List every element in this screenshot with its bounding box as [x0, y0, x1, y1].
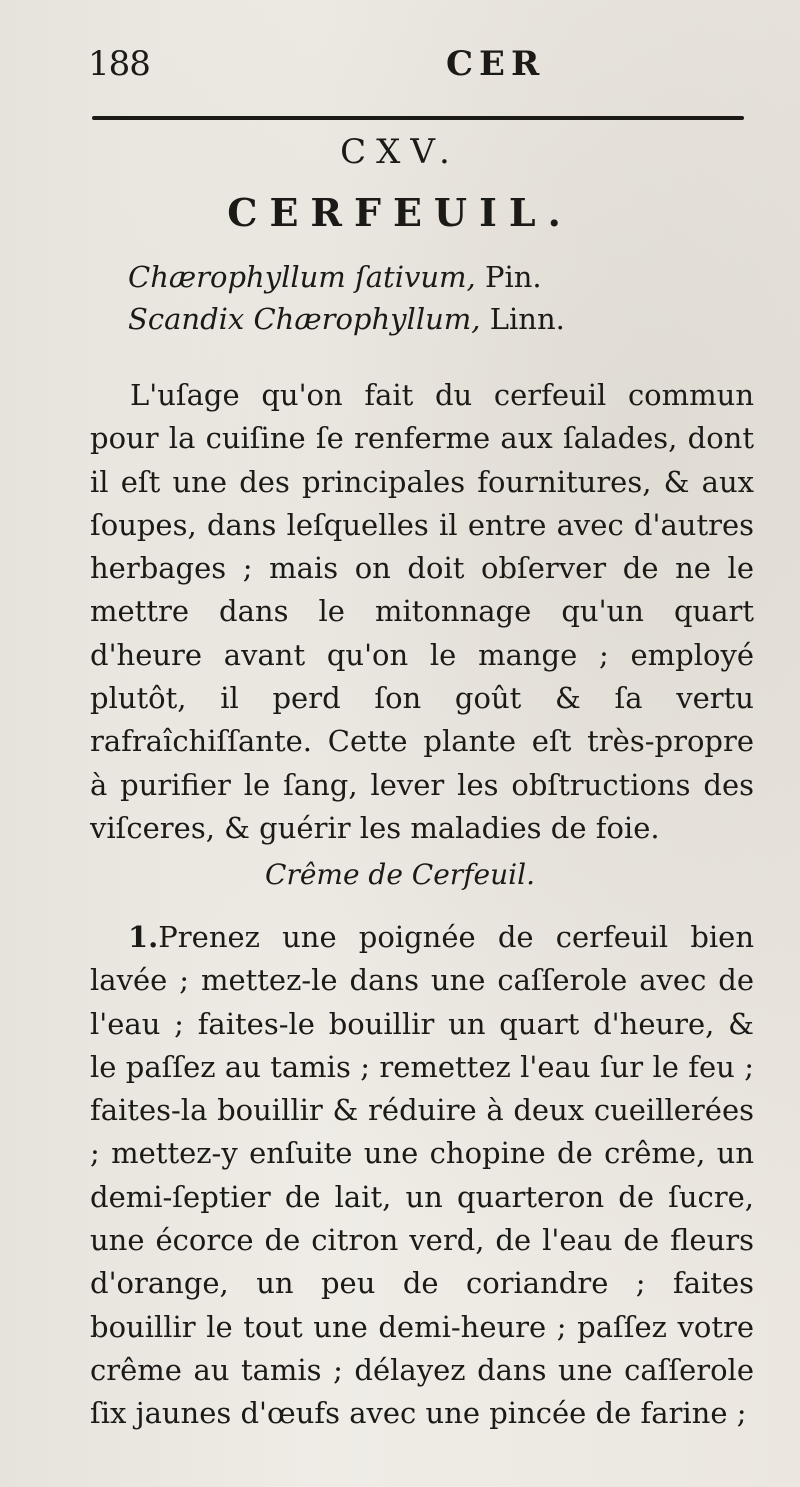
- chapter-number: CXV.: [340, 132, 460, 172]
- synonym-author: Linn.: [489, 302, 565, 336]
- synonym-line: [128, 298, 748, 340]
- page-number: 188: [88, 44, 150, 84]
- running-head: CER: [446, 44, 546, 84]
- synonym-name: Scandix Chærophyllum,: [128, 302, 481, 336]
- synonym-name: Chærophyllum ſativum,: [128, 260, 476, 294]
- recipe-title: Crême de Cerfeuil.: [265, 858, 535, 891]
- header-rule: [92, 116, 744, 120]
- recipe-paragraph: [90, 916, 754, 1436]
- botanical-synonyms: [128, 256, 748, 340]
- synonym-line: [128, 256, 748, 298]
- recipe-number: 1.: [128, 920, 159, 954]
- chapter-title: CERFEUIL.: [227, 190, 573, 235]
- synonym-author: Pin.: [484, 260, 542, 294]
- intro-paragraph: L'uſage qu'on fait du cerfeuil commun pour la cuiſine ſe renferme aux ſalades, dont il eſt une des principales fournitures, & aux ſoupes, dans leſquelles il entre avec d'autres herbages ; mais on doit obſerver de ne le mettre dans le mitonnage qu'un quart d'heure avant qu'on le mange ; employé plutôt, il perd ſon goût & ſa vertu rafraîchiſſante. Cette plante eſt très-propre à purifier le ſang, lever les obſtructions des viſceres, & guérir les maladies de foie.: [90, 378, 754, 845]
- recipe-text: Prenez une poignée de cerfeuil bien lavée ; mettez-le dans une caſſerole avec de l'eau ; faites-le bouillir un quart d'heure, & le paſſez au tamis ; remettez l'eau ſur le feu ; faites-la bouillir & réduire à deux cueillerées ; mettez-y enſuite une chopine de crême, un demi-ſeptier de lait, un quarteron de ſucre, une écorce de citron verd, de l'eau de fleurs d'orange, un peu de coriandre ; faites bouillir le tout une demi-heure ; paſſez votre crême au tamis ; délayez dans une caſſerole ſix jaunes d'œufs avec une pincée de farine ;: [90, 920, 754, 1431]
- page-header: [88, 44, 748, 94]
